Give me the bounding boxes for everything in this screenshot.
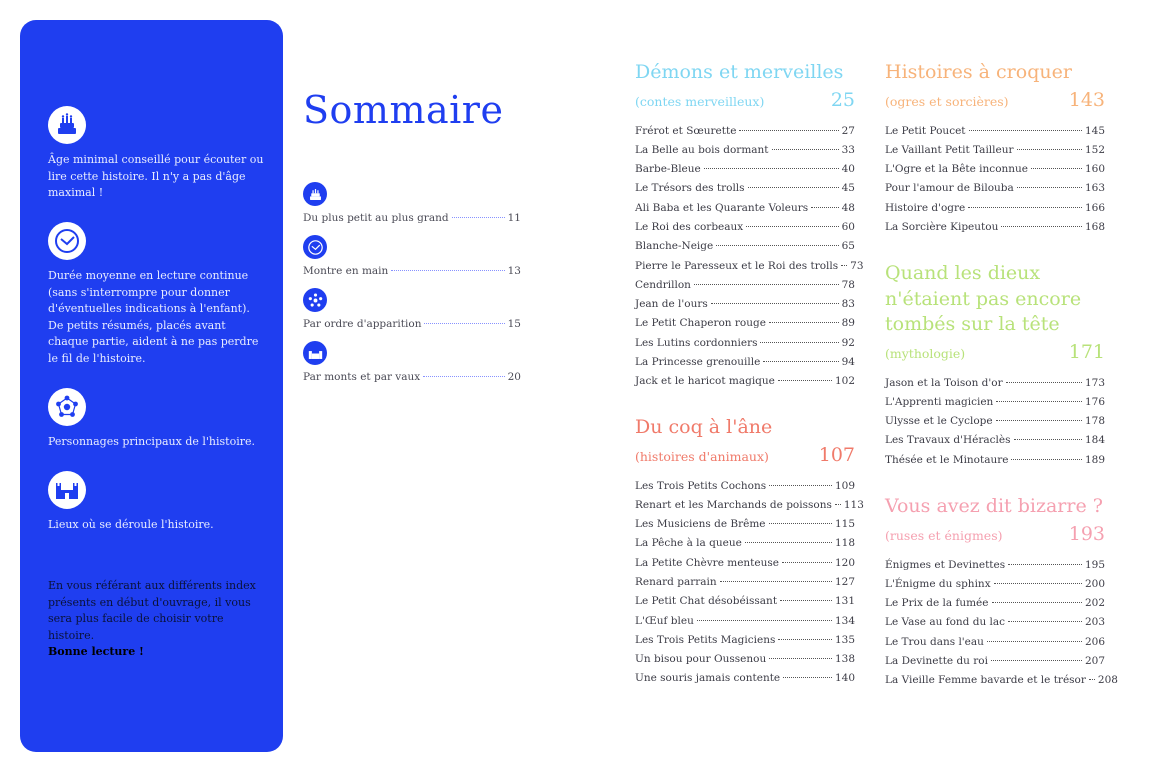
leader-dots — [969, 130, 1082, 131]
sommaire-page: 13 — [507, 265, 521, 277]
cake-icon — [303, 182, 327, 206]
entry-page: 102 — [834, 375, 855, 388]
entry-title: L'Énigme du sphinx — [885, 577, 991, 590]
entry-page: 127 — [834, 575, 855, 588]
page-title: Sommaire — [303, 88, 504, 132]
entry-title: Cendrillon — [635, 278, 691, 291]
entry-page: 113 — [843, 498, 864, 511]
toc-entry[interactable] — [635, 259, 864, 279]
entry-title: Le Prix de la fumée — [885, 597, 989, 610]
entry-page: 189 — [1084, 453, 1105, 466]
leader-dots — [1031, 168, 1082, 169]
entry-page: 115 — [834, 518, 855, 531]
leader-dots — [987, 641, 1082, 642]
castle-icon — [303, 341, 327, 365]
entry-title: Énigmes et Devinettes — [885, 558, 1006, 571]
entry-page: 140 — [834, 672, 855, 685]
leader-dots — [424, 323, 504, 324]
section-title: Histoires à croquer — [885, 61, 1072, 83]
toc-entry[interactable] — [635, 595, 855, 614]
entry-title: Les Musiciens de Brême — [635, 518, 766, 531]
sommaire-item[interactable] — [303, 341, 521, 383]
entry-title: L'Ogre et la Bête inconnue — [885, 163, 1029, 176]
legend-item-duration — [48, 222, 268, 368]
legend-panel — [20, 20, 283, 752]
closing-bold: Bonne lecture ! — [48, 645, 144, 659]
toc-entry[interactable] — [635, 337, 855, 356]
toc-entry[interactable] — [885, 674, 1118, 693]
entry-page: 203 — [1084, 616, 1105, 629]
entry-page: 184 — [1084, 434, 1105, 447]
leader-dots — [778, 380, 832, 381]
section-subtitle-row — [885, 341, 1105, 363]
entry-page: 48 — [841, 201, 855, 214]
leader-dots — [763, 361, 838, 362]
leader-dots — [769, 523, 832, 524]
entry-page: 89 — [841, 317, 855, 330]
section-title: Démons et merveilles — [635, 61, 844, 83]
entry-page: 206 — [1084, 635, 1105, 648]
entry-title: La Sorcière Kipeutou — [885, 220, 999, 233]
section-subtitle-row — [885, 89, 1105, 111]
leader-dots — [746, 226, 838, 227]
sommaire-label: Du plus petit au plus grand — [303, 212, 449, 224]
entry-page: 135 — [834, 633, 855, 646]
entry-title: Thésée et le Minotaure — [885, 453, 1009, 466]
sommaire-label: Montre en main — [303, 265, 389, 277]
toc-entry[interactable] — [635, 480, 855, 499]
legend-text: Durée moyenne en lecture continue (sans s'interrompre pour donner d'éventuelles indications à l'enfant). De petits résumés, placés avant chaque partie, aident à ne pas perdre le fil de l'histoire. — [48, 269, 259, 365]
leader-dots — [1089, 679, 1095, 680]
toc-entry[interactable] — [885, 182, 1105, 201]
section-page: 107 — [818, 443, 855, 466]
toc-entry[interactable] — [885, 415, 1105, 434]
leader-dots — [778, 639, 832, 640]
leader-dots — [991, 660, 1082, 661]
toc-entry[interactable] — [635, 498, 864, 518]
section-page: 143 — [1068, 88, 1105, 111]
sommaire-item[interactable] — [303, 182, 521, 224]
entry-page: 92 — [841, 336, 855, 349]
entry-page: 173 — [1084, 376, 1105, 389]
sommaire-page: 20 — [507, 371, 521, 383]
section-subtitle: (contes merveilleux) — [635, 93, 765, 109]
section-subtitle: (ogres et sorcières) — [885, 93, 1009, 109]
entry-page: 166 — [1084, 201, 1105, 214]
entry-page: 60 — [841, 220, 855, 233]
leader-dots — [782, 562, 832, 563]
legend-text: Âge minimal conseillé pour écouter ou lire cette histoire. Il n'y a pas d'âge maximal ! — [48, 153, 264, 200]
toc-entry[interactable] — [635, 653, 855, 672]
leader-dots — [697, 620, 832, 621]
toc-entry[interactable] — [635, 634, 855, 653]
entry-list — [635, 124, 864, 395]
entry-title: Une souris jamais contente — [635, 672, 781, 685]
entry-title: Barbe-Bleue — [635, 163, 701, 176]
toc-entry[interactable] — [885, 163, 1105, 182]
toc-section-coq — [635, 415, 864, 692]
entry-page: 138 — [834, 653, 855, 666]
entry-page: 118 — [834, 537, 855, 550]
sommaire-item[interactable] — [303, 235, 521, 277]
sommaire-label: Par monts et par vaux — [303, 371, 421, 383]
section-subtitle: (mythologie) — [885, 345, 966, 361]
sommaire-item[interactable] — [303, 288, 521, 330]
section-subtitle-row — [885, 523, 1105, 545]
section-page: 193 — [1068, 522, 1105, 545]
toc-entry[interactable] — [635, 182, 855, 201]
entry-page: 45 — [841, 182, 855, 195]
toc-section-demons — [635, 60, 864, 395]
entry-page: 152 — [1084, 143, 1105, 156]
entry-title: Le Roi des corbeaux — [635, 220, 744, 233]
toc-entry[interactable] — [885, 636, 1105, 655]
toc-entry[interactable] — [885, 396, 1105, 415]
leader-dots — [841, 265, 847, 266]
entry-page: 109 — [834, 479, 855, 492]
entry-title: Le Vase au fond du lac — [885, 616, 1006, 629]
toc-section-croquer — [885, 60, 1105, 240]
entry-list — [885, 125, 1105, 241]
entry-title: La Pêche à la queue — [635, 537, 742, 550]
section-page: 25 — [830, 88, 855, 111]
entry-page: 168 — [1084, 220, 1105, 233]
entry-title: Les Travaux d'Héraclès — [885, 434, 1011, 447]
entry-title: Les Trois Petits Cochons — [635, 479, 767, 492]
section-title: Du coq à l'âne — [635, 416, 773, 438]
entry-title: La Vieille Femme bavarde et le trésor — [885, 674, 1086, 687]
entry-title: Le Petit Poucet — [885, 124, 966, 137]
leader-dots — [769, 658, 832, 659]
toc-entry[interactable] — [635, 202, 855, 221]
leader-dots — [694, 284, 839, 285]
entry-page: 134 — [834, 614, 855, 627]
toc-entry[interactable] — [885, 144, 1105, 163]
entry-page: 27 — [841, 124, 855, 137]
leader-dots — [811, 207, 838, 208]
toc-entry[interactable] — [635, 279, 855, 298]
toc-entry[interactable] — [885, 221, 1105, 240]
toc-entry[interactable] — [635, 557, 855, 576]
toc-entry[interactable] — [635, 576, 855, 595]
entry-list — [885, 377, 1105, 473]
characters-icon — [48, 388, 86, 426]
clock-icon — [303, 235, 327, 259]
sommaire-page: 15 — [507, 318, 521, 330]
toc-entry[interactable] — [635, 518, 855, 537]
toc-entry[interactable] — [635, 125, 855, 144]
leader-dots — [716, 245, 838, 246]
legend-item-places — [48, 471, 268, 534]
closing-note — [48, 578, 273, 661]
entry-page: 145 — [1084, 124, 1105, 137]
entry-title: Les Lutins cordonniers — [635, 336, 758, 349]
leader-dots — [739, 130, 838, 131]
entry-page: 131 — [834, 595, 855, 608]
toc-entry[interactable] — [885, 597, 1105, 616]
toc-entry[interactable] — [635, 240, 855, 259]
entry-title: L'Œuf bleu — [635, 614, 694, 627]
entry-page: 65 — [841, 240, 855, 253]
leader-dots — [769, 322, 839, 323]
leader-dots — [423, 376, 504, 377]
closing-text: En vous référant aux différents index présents en début d'ouvrage, il vous sera plus facile de choisir votre histoire. — [48, 579, 256, 642]
cake-icon — [48, 106, 86, 144]
entry-title: Ulysse et le Cyclope — [885, 415, 993, 428]
legend-item-characters — [48, 388, 268, 451]
section-page: 171 — [1068, 340, 1105, 363]
characters-icon — [303, 288, 327, 312]
toc-section-bizarre — [885, 494, 1118, 694]
entry-title: Renart et les Marchands de poissons — [635, 498, 832, 511]
leader-dots — [1006, 382, 1082, 383]
toc-section-dieux — [885, 261, 1105, 473]
entry-page: 207 — [1084, 654, 1105, 667]
toc-entry[interactable] — [885, 655, 1105, 674]
toc-entry[interactable] — [635, 298, 855, 317]
leader-dots — [994, 583, 1082, 584]
legend-text: Personnages principaux de l'histoire. — [48, 435, 255, 448]
section-subtitle: (ruses et énigmes) — [885, 527, 1003, 543]
toc-entry[interactable] — [635, 317, 855, 336]
entry-title: La Devinette du roi — [885, 654, 988, 667]
entry-page: 78 — [841, 278, 855, 291]
entry-title: Le Trésors des trolls — [635, 182, 745, 195]
leader-dots — [1001, 226, 1082, 227]
legend-text: Lieux où se déroule l'histoire. — [48, 518, 214, 531]
leader-dots — [1014, 439, 1082, 440]
leader-dots — [1017, 149, 1082, 150]
entry-title: Jack et le haricot magique — [635, 375, 775, 388]
leader-dots — [783, 677, 832, 678]
leader-dots — [452, 217, 505, 218]
leader-dots — [996, 420, 1082, 421]
toc-entry[interactable] — [885, 454, 1105, 473]
entry-title: Jean de l'ours — [635, 298, 708, 311]
entry-title: Le Petit Chaperon rouge — [635, 317, 766, 330]
castle-icon — [48, 471, 86, 509]
entry-title: Le Petit Chat désobéissant — [635, 595, 778, 608]
entry-page: 83 — [841, 298, 855, 311]
entry-title: La Petite Chèvre menteuse — [635, 556, 779, 569]
legend-item-age — [48, 106, 268, 202]
entry-title: Le Vaillant Petit Tailleur — [885, 143, 1014, 156]
entry-title: La Belle au bois dormant — [635, 143, 769, 156]
section-title: Quand les dieux n'étaient pas encore tombés sur la tête — [885, 262, 1082, 335]
entry-title: Ali Baba et les Quarante Voleurs — [635, 201, 809, 214]
entry-page: 195 — [1084, 558, 1105, 571]
entry-title: La Princesse grenouille — [635, 356, 761, 369]
sommaire-page: 11 — [507, 212, 521, 224]
entry-title: Pour l'amour de Bilouba — [885, 182, 1014, 195]
section-title: Vous avez dit bizarre ? — [885, 495, 1103, 517]
entry-page: 160 — [1084, 163, 1105, 176]
entry-title: Les Trois Petits Magiciens — [635, 633, 776, 646]
leader-dots — [760, 342, 838, 343]
section-subtitle-row — [635, 444, 855, 466]
leader-dots — [711, 303, 839, 304]
entry-title: Le Trou dans l'eau — [885, 635, 984, 648]
toc-entry[interactable] — [885, 559, 1105, 578]
sommaire-label: Par ordre d'apparition — [303, 318, 422, 330]
entry-title: Pierre le Paresseux et le Roi des trolls — [635, 259, 839, 272]
entry-page: 94 — [841, 356, 855, 369]
entry-page: 208 — [1097, 674, 1118, 687]
leader-dots — [1008, 621, 1082, 622]
section-subtitle: (histoires d'animaux) — [635, 448, 769, 464]
toc-entry[interactable] — [635, 375, 855, 394]
toc-entry[interactable] — [635, 356, 855, 375]
leader-dots — [1017, 187, 1082, 188]
entry-page: 202 — [1084, 597, 1105, 610]
entry-page: 178 — [1084, 415, 1105, 428]
toc-entry[interactable] — [885, 578, 1105, 597]
leader-dots — [772, 149, 839, 150]
leader-dots — [720, 581, 832, 582]
leader-dots — [769, 485, 832, 486]
leader-dots — [968, 207, 1082, 208]
entry-page: 33 — [841, 143, 855, 156]
leader-dots — [748, 187, 839, 188]
entry-page: 176 — [1084, 395, 1105, 408]
section-subtitle-row — [635, 89, 855, 111]
entry-page: 73 — [850, 259, 864, 272]
entry-title: Blanche-Neige — [635, 240, 714, 253]
toc-entry[interactable] — [885, 125, 1105, 144]
clock-icon — [48, 222, 86, 260]
entry-page: 163 — [1084, 182, 1105, 195]
entry-page: 40 — [841, 163, 855, 176]
toc-entry[interactable] — [635, 163, 855, 182]
leader-dots — [704, 168, 839, 169]
toc-entry[interactable] — [885, 434, 1105, 453]
toc-entry[interactable] — [635, 144, 855, 163]
leader-dots — [391, 270, 504, 271]
entry-list — [635, 479, 864, 692]
entry-list — [885, 558, 1118, 694]
leader-dots — [996, 401, 1082, 402]
toc-entry[interactable] — [635, 537, 855, 556]
toc-entry[interactable] — [635, 221, 855, 240]
toc-entry[interactable] — [635, 672, 855, 691]
toc-entry[interactable] — [885, 377, 1105, 396]
toc-entry[interactable] — [885, 202, 1105, 221]
entry-title: Renard parrain — [635, 575, 717, 588]
entry-title: Un bisou pour Oussenou — [635, 653, 767, 666]
entry-page: 200 — [1084, 577, 1105, 590]
leader-dots — [745, 542, 832, 543]
leader-dots — [1008, 564, 1082, 565]
toc-entry[interactable] — [885, 616, 1105, 635]
toc-entry[interactable] — [635, 615, 855, 634]
leader-dots — [835, 504, 841, 505]
entry-title: Frérot et Sœurette — [635, 124, 737, 137]
entry-title: Jason et la Toison d'or — [885, 376, 1003, 389]
leader-dots — [1011, 459, 1081, 460]
entry-title: Histoire d'ogre — [885, 201, 966, 214]
entry-title: L'Apprenti magicien — [885, 395, 994, 408]
leader-dots — [992, 602, 1082, 603]
leader-dots — [780, 600, 832, 601]
entry-page: 120 — [834, 556, 855, 569]
